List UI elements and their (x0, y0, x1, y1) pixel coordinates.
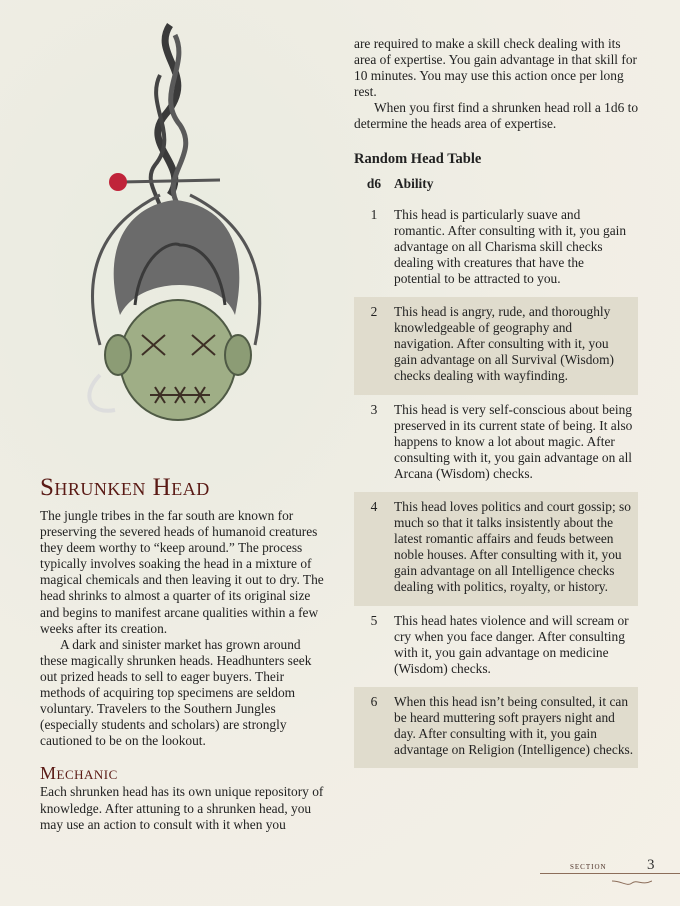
row-number: 4 (370, 498, 378, 514)
row-ability: This head is particularly suave and romantic. After consulting with it, you gain advantage on all Charisma skill checks dealing with creatures that have the potential to be attracted to you. (394, 206, 627, 286)
page-number: 3 (647, 857, 655, 873)
row-number: 5 (370, 612, 378, 628)
mechanic-paragraph-continued: are required to make a skill check dealing with its area of expertise. You gain advantage in that skill for 10 minutes. You may use this action once per long rest. (354, 36, 637, 100)
hair-pin (109, 173, 220, 191)
row-number: 1 (370, 206, 378, 222)
footer-ornament-icon (612, 878, 652, 888)
row-number: 3 (370, 401, 378, 417)
left-column (40, 474, 330, 833)
right-column (354, 36, 644, 768)
table-row (354, 200, 638, 297)
table-row (354, 395, 638, 492)
row-number: 2 (370, 304, 378, 320)
header-ability: Ability (394, 175, 434, 191)
row-ability: This head hates violence and will scream or cry when you face danger. After consulting with it, you gain advantage on medicine (Wisdom) checks. (394, 612, 629, 676)
table-row (354, 492, 638, 606)
mechanic-paragraph-start: Each shrunken head has its own unique repository of knowledge. After attuning to a shrunken head, you may use an action to consult with it when you (40, 784, 324, 832)
table-row (354, 297, 638, 394)
table-row (354, 606, 638, 687)
footer-rule (540, 873, 680, 874)
mechanic-heading: Mechanic (40, 763, 118, 784)
table-row (354, 687, 638, 768)
row-number: 6 (370, 693, 378, 709)
row-ability: This head loves politics and court gossip; so much so that it talks insistently about the latest romantic affairs and feuds between noble houses. After consulting with it, you gain advantage on all Intelligence checks dealing with politics, royalty, or history. (394, 498, 631, 595)
mechanic-paragraph-2: When you first find a shrunken head roll a 1d6 to determine the heads area of expertise. (354, 100, 639, 132)
shrunken-head-illustration (60, 15, 290, 435)
random-head-table-title: Random Head Table (354, 150, 482, 167)
head-face (120, 300, 236, 420)
row-ability: This head is very self-conscious about being preserved in its current state of being. It also happens to know a lot about magic. After consulting with it, you gain advantage on all Arcana (Wisdom) checks. (394, 401, 633, 481)
intro-paragraph-2: A dark and sinister market has grown around these magically shrunken heads. Headhunters seek out prized heads to sell to eager buyers. Their methods of acquiring top specimens are seldom voluntary. Travelers to the Southern Jungles (especially students and scholars) are strongly cautioned to be on the lookout. (40, 636, 312, 749)
row-ability: When this head isn’t being consulted, it can be heard muttering soft prayers night and day. After consulting with it, you gain advantage on Religion (Intelligence) checks. (394, 693, 634, 758)
header-d6: d6 (366, 175, 382, 191)
footer-section-label: section (570, 861, 607, 872)
table-header (354, 176, 638, 200)
random-head-table (354, 176, 638, 769)
hair-mass (114, 200, 240, 315)
intro-paragraph-1: The jungle tribes in the far south are known for preserving the severed heads of humanoid creatures they deem worthy to “keep around.” The process typically involves soaking the head in a mixture of magical chemicals and then leaving it out to dry. The head shrinks to almost a quarter of its original size and begins to manifest arcane qualities within a few weeks after its creation. (40, 508, 324, 636)
row-ability: This head is angry, rude, and thoroughly knowledgeable of geography and navigation. After consulting with it, you gain advantage on all Survival (Wisdom) checks dealing with wayfinding. (394, 304, 614, 384)
page-title: Shrunken Head (40, 474, 210, 501)
